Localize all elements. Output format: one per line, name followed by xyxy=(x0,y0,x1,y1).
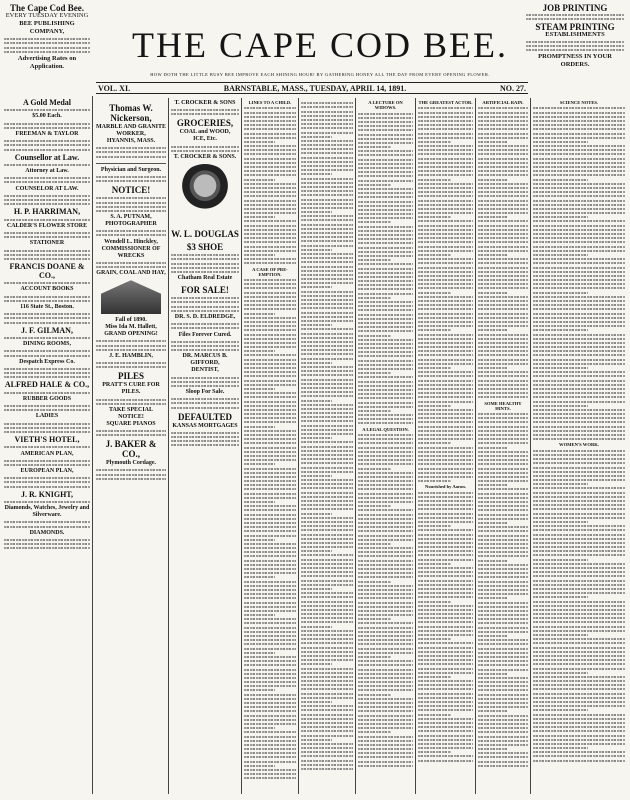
ad-text xyxy=(4,446,90,448)
ad-text xyxy=(96,262,166,268)
job-printing-title: JOB PRINTING xyxy=(542,3,608,13)
job-printing-box xyxy=(526,4,624,69)
article-text xyxy=(533,450,625,762)
ad-text xyxy=(4,392,90,394)
ad-text xyxy=(171,254,239,273)
ad-heading: STATIONER xyxy=(29,240,65,247)
ad-heading: J. E. HAMBLIN, xyxy=(109,352,153,359)
ad-text xyxy=(4,501,90,503)
ad-text xyxy=(4,109,90,111)
ad-heading: FOR SALE! xyxy=(181,285,229,296)
ad-heading: S. A. PUTNAM, PHOTOGRAPHER xyxy=(105,214,157,228)
date: BARNSTABLE, MASS., TUESDAY, APRIL 14, 1891. xyxy=(223,83,407,93)
ad-text xyxy=(4,140,90,150)
ad-text xyxy=(96,340,166,350)
column-left-ads xyxy=(4,96,90,794)
ad-heading: ACCOUNT BOOKS xyxy=(20,286,74,293)
ad-heading: Attorney at Law. xyxy=(25,168,69,175)
ad-heading: T. CROCKER & SONS xyxy=(174,100,236,106)
column-8-text xyxy=(478,100,528,794)
ad-heading: DR. MARCUS B. GIFFORD, xyxy=(182,353,228,367)
column-rule xyxy=(92,96,93,794)
ad-text xyxy=(96,230,166,236)
ad-text xyxy=(4,337,90,339)
article-heading: A LEGAL QUESTION. xyxy=(362,426,409,432)
ad-heading: DINING ROOMS, xyxy=(22,341,71,348)
ad-text xyxy=(171,109,239,115)
ad-heading: AMERICAN PLAN, xyxy=(20,450,74,457)
ad-text xyxy=(4,477,90,487)
column-rule xyxy=(415,98,416,794)
article-text xyxy=(358,434,413,767)
ad-text xyxy=(4,405,90,411)
ad-text xyxy=(96,469,166,479)
article-heading: A CASE OF PRE-EMPTION. xyxy=(252,266,288,277)
column-7-text xyxy=(418,100,473,794)
article-text xyxy=(244,107,296,264)
ad-heading: KANSAS MORTGAGES xyxy=(172,422,238,429)
ad-heading: EUROPEAN PLAN, xyxy=(20,468,74,475)
ad-text xyxy=(171,377,239,387)
ad-heading: Fall of 1890. xyxy=(115,317,147,324)
ad-heading: SQUARE PIANOS xyxy=(106,420,156,427)
ad-heading: PRATT'S CURE FOR PILES. xyxy=(102,382,160,396)
ad-text xyxy=(4,282,90,284)
subscription-box xyxy=(4,4,90,71)
article-text xyxy=(478,413,528,767)
issue-number: NO. 27. xyxy=(499,83,526,93)
ad-heading: J. R. KNIGHT, xyxy=(20,489,74,499)
ad-text xyxy=(4,177,90,183)
ad-text xyxy=(4,250,90,260)
column-3-ads xyxy=(171,100,239,794)
ad-text xyxy=(4,521,90,527)
column-2-ads xyxy=(96,100,166,794)
ad-text xyxy=(4,423,90,433)
ad-text xyxy=(4,350,90,356)
article-heading: SCIENCE NOTES. xyxy=(559,100,599,105)
ad-heading: Plymouth Cordage. xyxy=(106,460,156,467)
column-rule xyxy=(475,98,476,794)
ad-text xyxy=(171,398,239,408)
ad-heading: DIAMONDS. xyxy=(29,529,65,536)
ad-text xyxy=(4,164,90,166)
ad-text xyxy=(171,341,239,351)
ad-heading: CALDER'S FLOWER STORE xyxy=(6,222,88,229)
ad-heading: COAL and WOOD, xyxy=(179,129,231,136)
ad-text xyxy=(96,362,166,368)
column-rule xyxy=(298,98,299,794)
article-heading: A LECTURE ON WIDOWS. xyxy=(368,100,403,111)
ad-heading: Despatch Express Co. xyxy=(19,358,75,365)
ad-heading: GRAND OPENING! xyxy=(104,331,158,338)
ad-text xyxy=(171,323,239,329)
article-heading: WOMEN'S WORK. xyxy=(559,442,599,448)
column-4-text xyxy=(244,100,296,794)
ad-heading: FREEMAN & TAYLOR xyxy=(15,130,79,137)
article-heading: THE GREATEST ACTOR. xyxy=(418,100,473,105)
ad-heading: DR. S. D. ELDREDGE, xyxy=(174,314,236,320)
ad-heading: Chatham Real Estate xyxy=(177,275,233,282)
ad-text xyxy=(4,195,90,205)
article-text xyxy=(418,107,473,482)
ad-heading: Physician and Surgeon. xyxy=(100,166,162,173)
ad-heading: $5.00 Each. xyxy=(32,113,62,120)
ad-heading: DEFAULTED xyxy=(177,411,232,422)
ad-heading: W. L. DOUGLAS xyxy=(171,228,239,239)
ad-text xyxy=(4,296,90,302)
column-rule xyxy=(241,98,242,794)
paper-name-small: The Cape Cod Bee. xyxy=(10,3,84,13)
ad-heading: TAKE SPECIAL NOTICE! xyxy=(108,406,154,420)
column-rule xyxy=(355,98,356,794)
establishments: ESTABLISHMENTS xyxy=(545,30,605,38)
dateline-bar xyxy=(96,82,528,94)
article-heading: SOME HEALTHY HINTS. xyxy=(484,400,522,411)
ad-nickerson xyxy=(96,103,166,164)
ad-heading: J. F. GILMAN, xyxy=(21,325,73,335)
ad-heading: NOTICE! xyxy=(111,185,151,196)
ad-heading: Miss Ida M. Hallett, xyxy=(105,324,157,331)
ad-heading: VIETH'S HOTEL, xyxy=(14,435,80,445)
column-rule xyxy=(168,98,169,794)
ad-text xyxy=(171,146,239,152)
ad-heading: Wendell L. Hinckley, xyxy=(104,238,158,245)
volume: VOL. XI. xyxy=(98,83,131,93)
ad-text xyxy=(96,197,166,212)
douglas-portrait xyxy=(175,164,235,226)
ad-heading: Files Forever Cured. xyxy=(178,331,232,338)
column-9-text xyxy=(533,100,625,794)
ad-text xyxy=(96,399,166,405)
store-engraving xyxy=(101,280,161,314)
ad-subheading: MARBLE AND GRANITE WORKER, xyxy=(96,124,166,137)
job-printing-text-2 xyxy=(526,41,624,51)
article-text xyxy=(244,279,296,779)
article-heading: Nourished by Aaron. xyxy=(425,484,466,490)
newspaper-title: THE CAPE COD BEE. xyxy=(132,25,508,65)
ad-heading: RUBBER GOODS xyxy=(22,395,72,402)
article-heading: ARTIFICIAL RAIN. xyxy=(482,100,524,105)
ad-heading: A Gold Medal xyxy=(22,98,71,107)
article-text xyxy=(478,107,528,398)
ad-heading: Sloop For Sale. xyxy=(185,389,225,396)
ad-text xyxy=(96,430,166,436)
ad-heading: J. BAKER & CO., xyxy=(105,439,157,460)
ad-heading: 116 State St., Boston. xyxy=(20,304,74,310)
column-6-text xyxy=(358,100,413,794)
ad-heading: Counsellor at Law. xyxy=(14,152,80,162)
ad-text xyxy=(4,460,90,466)
ad-text xyxy=(4,232,90,238)
article-text xyxy=(358,113,413,425)
job-printing-text xyxy=(526,14,624,20)
ad-text xyxy=(171,297,239,312)
ad-heading: ALFRED HALE & CO., xyxy=(4,380,90,390)
advertising-rates: Advertising Rates on Application. xyxy=(17,54,77,70)
steam-printing: STEAM PRINTING xyxy=(535,21,615,32)
ad-text xyxy=(4,313,90,323)
ad-text xyxy=(96,176,166,182)
ad-heading: FRANCIS DOANE & CO., xyxy=(9,262,85,281)
column-rule xyxy=(530,98,531,794)
ad-heading: H. P. HARRIMAN, xyxy=(13,207,81,217)
article-heading: LINES TO A CHILD. xyxy=(248,100,292,105)
ad-text xyxy=(4,123,90,129)
ad-heading: ICE, Etc. xyxy=(193,136,217,143)
article-text xyxy=(418,492,473,762)
promptness: PROMPTNESS IN YOUR ORDERS. xyxy=(538,53,612,69)
ad-text xyxy=(171,432,239,447)
ad-heading: LADIES xyxy=(35,413,59,420)
ad-text xyxy=(4,539,90,549)
ad-heading: GROCERIES, xyxy=(176,118,234,129)
ad-heading: T. CROCKER & SONS. xyxy=(173,153,237,160)
ad-text xyxy=(96,147,166,157)
ad-heading: GRAIN, COAL AND HAY, xyxy=(96,270,166,277)
ad-heading: Diamonds, Watches, Jewelry and Silverware. xyxy=(4,505,90,519)
publisher: BEE PUBLISHING COMPANY, xyxy=(19,20,75,35)
subscription-text xyxy=(4,38,90,53)
article-text xyxy=(533,107,625,440)
ad-heading: COMMISSIONER OF WRECKS xyxy=(101,245,161,259)
ad-text xyxy=(4,368,90,378)
article-text xyxy=(301,102,353,770)
ad-heading: DENTIST, xyxy=(191,367,219,374)
motto: HOW DOTH THE LITTLE BUSY BEE IMPROVE EACH SHINING HOUR! BY GATHERING HONEY ALL THE DAY FROM EVERY OPENING FLOWER. xyxy=(150,72,490,77)
ad-heading: PILES xyxy=(117,371,144,382)
ad-heading: Thomas W. Nickerson, xyxy=(109,103,153,123)
ad-heading: COUNSELOR AT LAW. xyxy=(15,185,79,192)
ad-subheading: HYANNIS, MASS. xyxy=(106,138,156,144)
ad-heading: $3 SHOE xyxy=(186,241,224,252)
ad-text xyxy=(4,219,90,221)
publish-day: EVERY TUESDAY EVENING xyxy=(5,12,89,19)
column-5-text xyxy=(301,100,353,794)
